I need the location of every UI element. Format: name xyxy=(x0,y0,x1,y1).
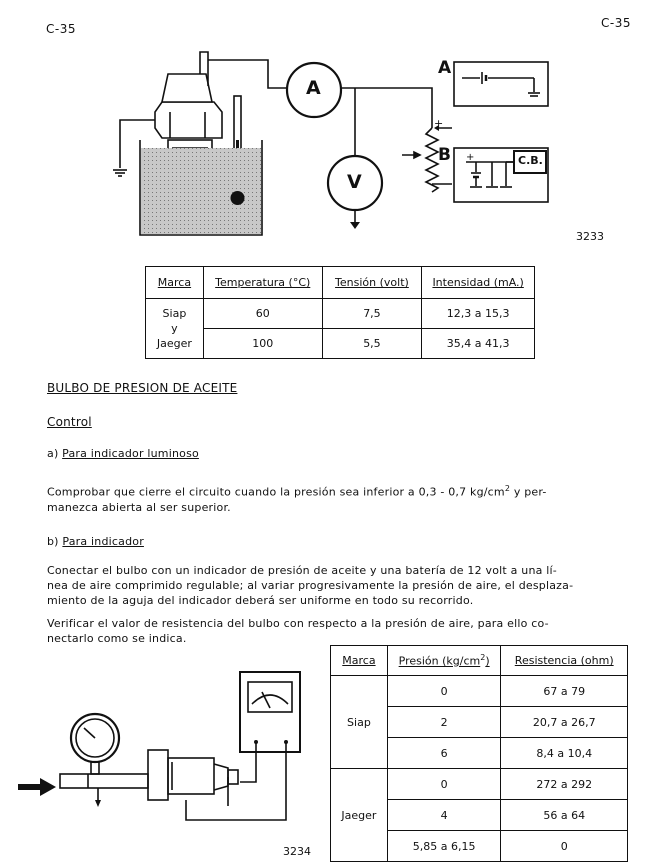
circuit-a-label: A xyxy=(438,58,452,78)
ammeter-label: A xyxy=(306,77,321,99)
thermometer-bulb-icon xyxy=(231,191,245,205)
temperature-table xyxy=(145,266,535,359)
plus-sign-b: + xyxy=(466,152,475,163)
table1-header-temperatura: Temperatura (°C) xyxy=(203,267,322,299)
table-cell: 8,4 a 10,4 xyxy=(501,738,628,769)
table-cell: 60 xyxy=(203,299,322,329)
table2-brand-siap: Siap xyxy=(331,676,388,769)
table2-header-presion: Presión $(kg/cm^2)$ xyxy=(387,646,501,676)
table-cell: 5,5 xyxy=(322,329,422,359)
table-cell: 12,3 a 15,3 xyxy=(422,299,535,329)
figure-circuit-test-diagram xyxy=(0,0,645,250)
voltmeter-label: V xyxy=(347,171,362,193)
figure-number-3234: 3234 xyxy=(283,845,311,858)
table-cell: 6 xyxy=(387,738,501,769)
table-cell: 20,7 a 26,7 xyxy=(501,707,628,738)
figure-resistance-test-diagram xyxy=(0,660,330,860)
resistance-table xyxy=(330,645,628,862)
table-cell: 0 xyxy=(387,769,501,800)
table1-brand-cell: Siap y Jaeger xyxy=(146,299,204,359)
table-cell: 272 a 292 xyxy=(501,769,628,800)
page-number-right: C-35 xyxy=(601,16,631,30)
verify-paragraph: Verificar el valor de resistencia del bulbo con respecto a la presión de aire, para ello co- nectarlo como se indica. xyxy=(47,617,549,645)
table-cell: 0 xyxy=(501,831,628,862)
table-cell: 0 xyxy=(387,676,501,707)
table1-header-marca: Marca xyxy=(146,267,204,299)
cb-label: C.B. xyxy=(518,154,543,167)
figure-number-3233: 3233 xyxy=(576,230,604,243)
air-flow-arrow-icon xyxy=(18,778,56,796)
table2-header-marca: Marca xyxy=(331,646,388,676)
control-heading: Control xyxy=(47,415,92,429)
table-cell: 56 a 64 xyxy=(501,800,628,831)
plus-sign: + xyxy=(434,117,444,130)
circuit-b-label: B xyxy=(438,145,451,165)
table-cell: 5,85 a 6,15 xyxy=(387,831,501,862)
subsection-b-paragraph: Conectar el bulbo con un indicador de presión de aceite y una batería de 12 volt a una lí- nea de aire comprimido regulable; al variar progresivamente la presión de aire, el desplaza- miento de la aguja del indicador deberá ser uniforme en todo su recorrido. xyxy=(47,564,574,607)
table-cell: 4 xyxy=(387,800,501,831)
subsection-b-heading: b) Para indicador xyxy=(47,535,144,548)
section-title: BULBO DE PRESION DE ACEITE xyxy=(47,381,238,395)
table1-header-intensidad: Intensidad (mA.) xyxy=(422,267,535,299)
table2-header-resistencia: Resistencia (ohm) xyxy=(501,646,628,676)
table1-header-tension: Tensión (volt) xyxy=(322,267,422,299)
ground-arrow-icon xyxy=(350,222,360,229)
table-cell: 100 xyxy=(203,329,322,359)
subsection-a-heading: a) Para indicador luminoso xyxy=(47,447,199,460)
table-cell: 2 xyxy=(387,707,501,738)
table2-brand-jaeger: Jaeger xyxy=(331,769,388,862)
table-cell: 35,4 a 41,3 xyxy=(422,329,535,359)
subsection-a-paragraph: Comprobar que cierre el circuito cuando la presión sea inferior a 0,3 - 0,7 $kg/cm^2$ y per- manezca abierta al ser superior. xyxy=(47,484,547,514)
table-cell: 7,5 xyxy=(322,299,422,329)
table-cell: 67 a 79 xyxy=(501,676,628,707)
page-number-left: C-35 xyxy=(46,22,76,36)
